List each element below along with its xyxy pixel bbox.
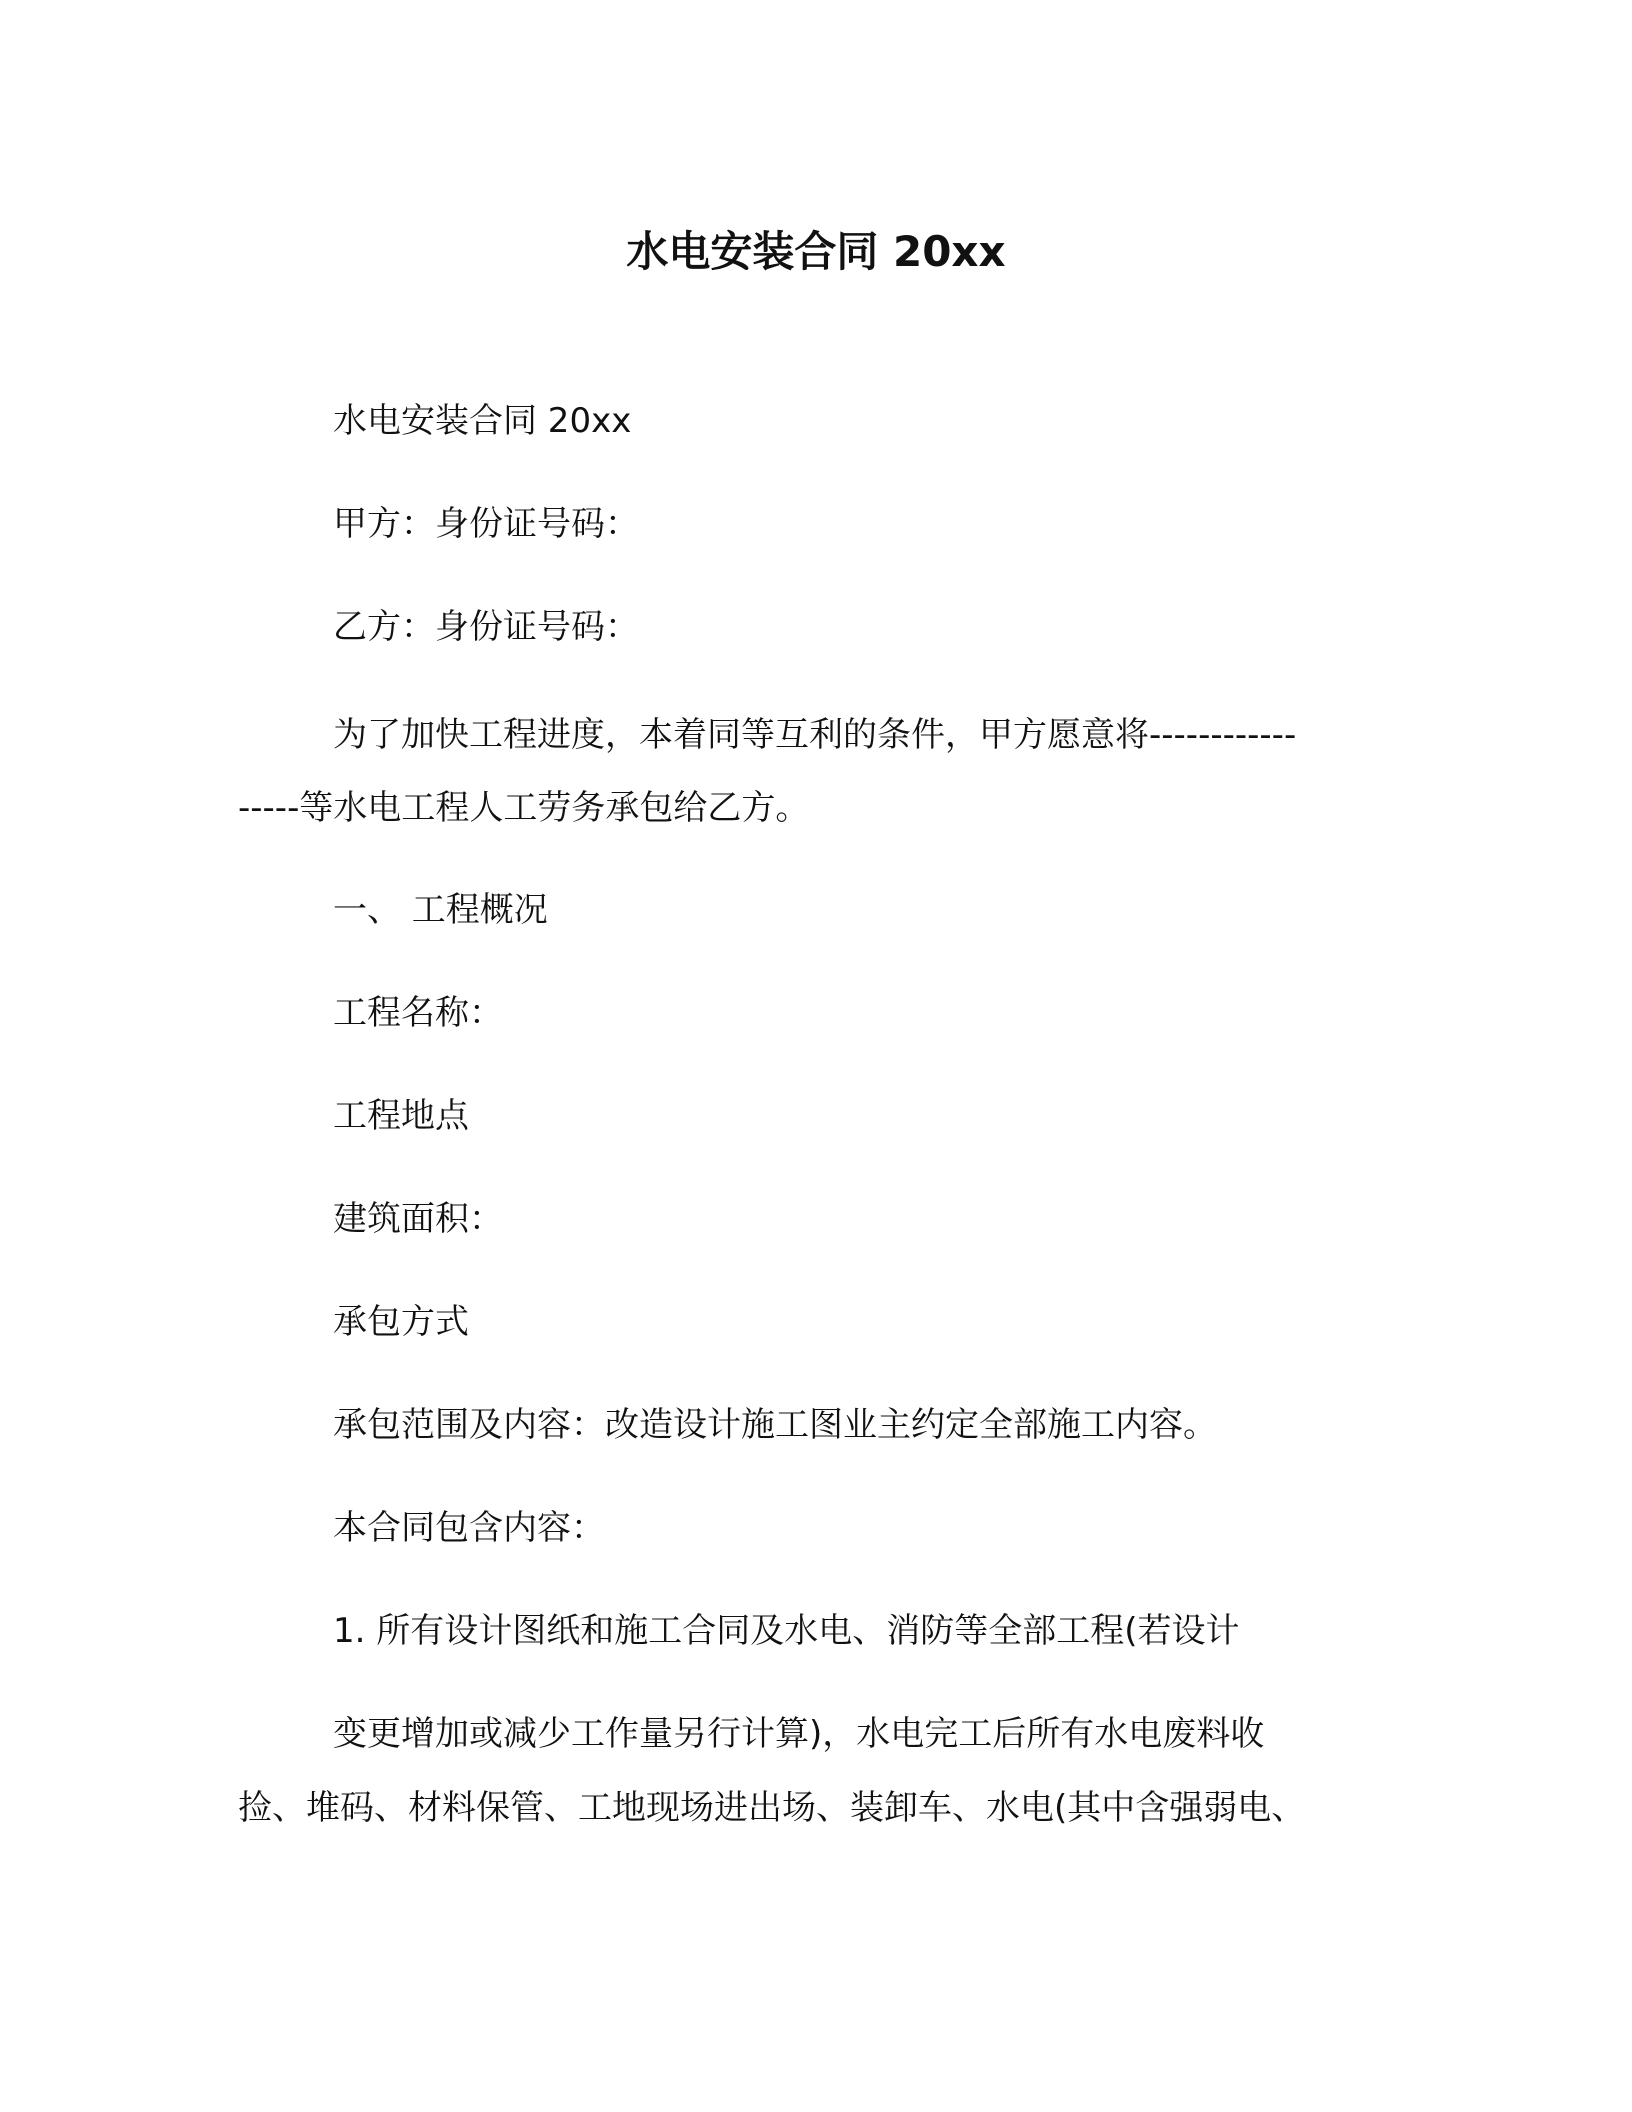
project-location-line: 工程地点 (333, 1096, 469, 1136)
intro-paragraph-line-1: 为了加快工程进度，本着同等互利的条件，甲方愿意将------------ (333, 715, 1297, 755)
contract-heading-line: 水电安装合同 20xx (333, 401, 632, 441)
contract-method-line: 承包方式 (333, 1302, 469, 1342)
item-1-line-3: 捡、堆码、材料保管、工地现场进出场、装卸车、水电(其中含强弱电、 (238, 1788, 1306, 1828)
item-1-line-2: 变更增加或减少工作量另行计算)，水电完工后所有水电废料收 (333, 1714, 1265, 1754)
scope-line: 承包范围及内容：改造设计施工图业主约定全部施工内容。 (333, 1405, 1217, 1445)
document-title: 水电安装合同 20xx (626, 227, 1006, 276)
building-area-line: 建筑面积： (333, 1199, 503, 1239)
item-1-line-1: 1. 所有设计图纸和施工合同及水电、消防等全部工程(若设计 (333, 1611, 1240, 1651)
party-b-line: 乙方：身份证号码： (333, 607, 639, 647)
section-heading-overview: 一、 工程概况 (333, 890, 548, 930)
contents-heading-line: 本合同包含内容： (333, 1508, 605, 1548)
project-name-line: 工程名称： (333, 993, 503, 1033)
intro-paragraph-line-2: -----等水电工程人工劳务承包给乙方。 (238, 788, 810, 828)
party-a-line: 甲方：身份证号码： (333, 504, 639, 544)
